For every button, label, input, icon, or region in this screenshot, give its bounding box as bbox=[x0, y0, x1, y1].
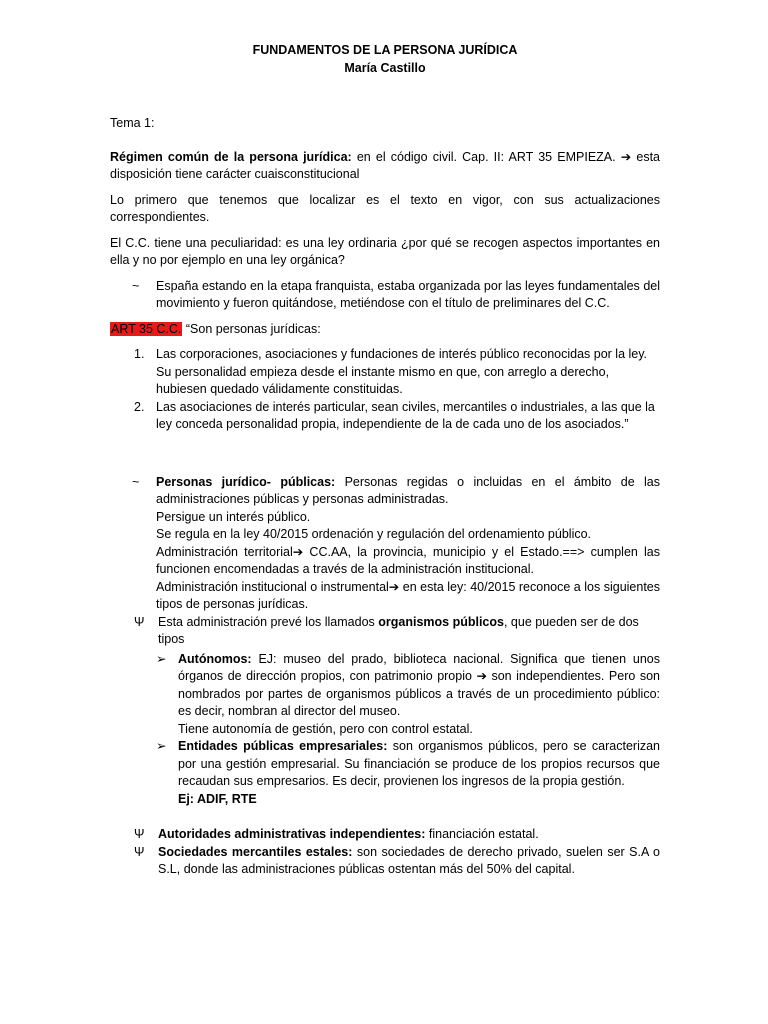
sublist-text-b: , que pueden ser de dos tipos bbox=[158, 614, 639, 646]
list-item-body bbox=[156, 474, 660, 614]
paragraph-regimen-text: en el código civil. Cap. II: ART 35 EMPIEZA. bbox=[351, 149, 621, 164]
subsublist-bold: Autónomos: bbox=[178, 651, 252, 666]
sublist-text-a: son sociedades de derecho privado, suelen ser S.A o S.L, donde las administraciones públicas ostentan más del 50% del capital. bbox=[158, 844, 660, 876]
paragraph-peculiaridad: El C.C. tiene una peculiaridad: es una ley ordinaria ¿por qué se recogen aspectos importantes en ella y no por ejemplo en una ley orgánica? bbox=[110, 235, 660, 267]
list-item-line bbox=[156, 579, 660, 614]
list-item-line bbox=[156, 544, 660, 579]
sublist-item-autoridades bbox=[64, 826, 660, 844]
arrow-right-icon: ➔ bbox=[388, 579, 400, 594]
subsublist-item-text bbox=[178, 738, 660, 791]
sublist-text-bold: Autoridades administrativas independientes: bbox=[158, 827, 426, 841]
sublist-item-sociedades bbox=[64, 844, 660, 879]
list-item-line: Se regula en la ley 40/2015 ordenación y regulación del ordenamiento público. bbox=[156, 527, 592, 541]
sublist-item-text bbox=[158, 844, 660, 879]
subsublist-item-body bbox=[178, 738, 660, 808]
item-text: Las asociaciones de interés particular, sean civiles, mercantiles o industriales, a las que la ley conceda personalidad propia, independiente de la de cada uno de los asociados.” bbox=[156, 399, 655, 431]
list-item-personas-publicas bbox=[110, 474, 660, 614]
subsublist-item-body bbox=[178, 651, 660, 739]
arrowhead-bullet-icon: ➢ bbox=[156, 651, 167, 666]
item-number: 1. bbox=[134, 347, 145, 361]
admin-institucional-label: Administración institucional o instrumental bbox=[156, 579, 389, 594]
paragraph-regimen-bold: Régimen común de la persona jurídica: bbox=[110, 149, 352, 164]
arrow-right-icon: ➔ bbox=[292, 544, 304, 559]
sublist-text-bold: Sociedades mercantiles estales: bbox=[158, 844, 353, 859]
sublist-item-text bbox=[158, 614, 660, 649]
highlight-art35: ART 35 C.C. bbox=[111, 321, 182, 336]
sublist-text-a: Esta administración prevé los llamados bbox=[158, 614, 379, 629]
subsublist-text-b: son independientes. Pero son nombrados por partes de organismos públicos a través de un procedimiento público: es decir, nombran al director del museo. bbox=[178, 669, 660, 718]
sublist-text-a: financiación estatal. bbox=[425, 827, 539, 841]
document-author: María Castillo bbox=[344, 60, 426, 75]
numbered-item-2 bbox=[110, 399, 660, 434]
numbered-item-1 bbox=[110, 346, 660, 399]
sublist-text-bold: organismos públicos bbox=[378, 614, 504, 629]
subsublist-text-a: son organismos públicos, pero se caracterizan por una gestión empresarial. Su financiación se produce de los propios recursos que recaudan sus empresarios. Es decir, provienen los ingresos de la propia gestión. bbox=[178, 739, 660, 788]
tilde-bullet-icon: ~ bbox=[132, 278, 140, 293]
list-item-espana bbox=[110, 278, 660, 313]
subsublist-bold: Entidades públicas empresariales: bbox=[178, 739, 388, 753]
paragraph-texto-vigor: Lo primero que tenemos que localizar es el texto en vigor, con sus actualizaciones correspondientes. bbox=[110, 192, 660, 224]
admin-territorial-text: CC.AA, la provincia, municipio y el Estado.==> cumplen las funcionen encomendadas a través de la administración institucional. bbox=[156, 544, 661, 576]
item-number: 2. bbox=[134, 399, 145, 414]
tilde-bullet-icon: ~ bbox=[132, 474, 140, 489]
subsublist-line: Tiene autonomía de gestión, pero con control estatal. bbox=[178, 721, 473, 736]
list-item-text: España estando en la etapa franquista, estaba organizada por las leyes fundamentales del movimiento y fueron quitándose, metiéndose con el título de preliminares del C.C. bbox=[156, 278, 660, 310]
admin-institucional-text: en esta ley: 40/2015 reconoce a los siguientes tipos de personas jurídicas. bbox=[156, 579, 660, 611]
arrowhead-bullet-icon: ➢ bbox=[156, 739, 167, 753]
psi-bullet-icon: Ψ bbox=[134, 614, 145, 629]
item-text: Las corporaciones, asociaciones y fundaciones de interés público reconocidas por la ley. Su personalidad empieza desde el instante mismo en que, con arreglo a derecho, hubiesen quedado válidamente constituidas. bbox=[156, 347, 648, 396]
sublist-item-organismos bbox=[64, 614, 660, 649]
list-item-text: Personas regidas o incluidas en el ámbito de las administraciones públicas y personas administradas. bbox=[156, 474, 660, 506]
psi-bullet-icon: Ψ bbox=[134, 827, 145, 841]
list-item-bold: Personas jurídico- públicas: bbox=[156, 474, 336, 489]
art35-text: “Son personas jurídicas: bbox=[182, 321, 321, 336]
sublist-item-text bbox=[158, 826, 660, 844]
subsublist-example: Ej: ADIF, RTE bbox=[178, 791, 257, 806]
subsublist-item-text bbox=[178, 651, 660, 721]
arrow-right-icon: ➔ bbox=[620, 149, 632, 164]
subsublist-text-a: EJ: museo del prado, biblioteca nacional. Significa que tienen unos órganos de dirección propios, con patrimonio propio bbox=[178, 651, 660, 683]
document-title: FUNDAMENTOS DE LA PERSONA JURÍDICA bbox=[252, 43, 518, 57]
psi-bullet-icon: Ψ bbox=[134, 844, 145, 859]
subsublist-item-entidades bbox=[64, 738, 660, 808]
numbered-list bbox=[110, 346, 660, 434]
paragraph-regimen bbox=[110, 149, 660, 184]
section-heading: Tema 1: bbox=[110, 116, 155, 130]
admin-territorial-label: Administración territorial bbox=[156, 544, 293, 559]
list-item-line: Persigue un interés público. bbox=[156, 509, 311, 524]
list-item-intro bbox=[156, 474, 660, 509]
subsublist-item-autonomos bbox=[64, 651, 660, 739]
paragraph-art35 bbox=[110, 321, 660, 339]
paragraph-regimen-tail: esta disposición tiene carácter cuaisconstitucional bbox=[110, 149, 660, 181]
document-page bbox=[110, 42, 660, 879]
arrow-right-icon: ➔ bbox=[476, 669, 487, 683]
